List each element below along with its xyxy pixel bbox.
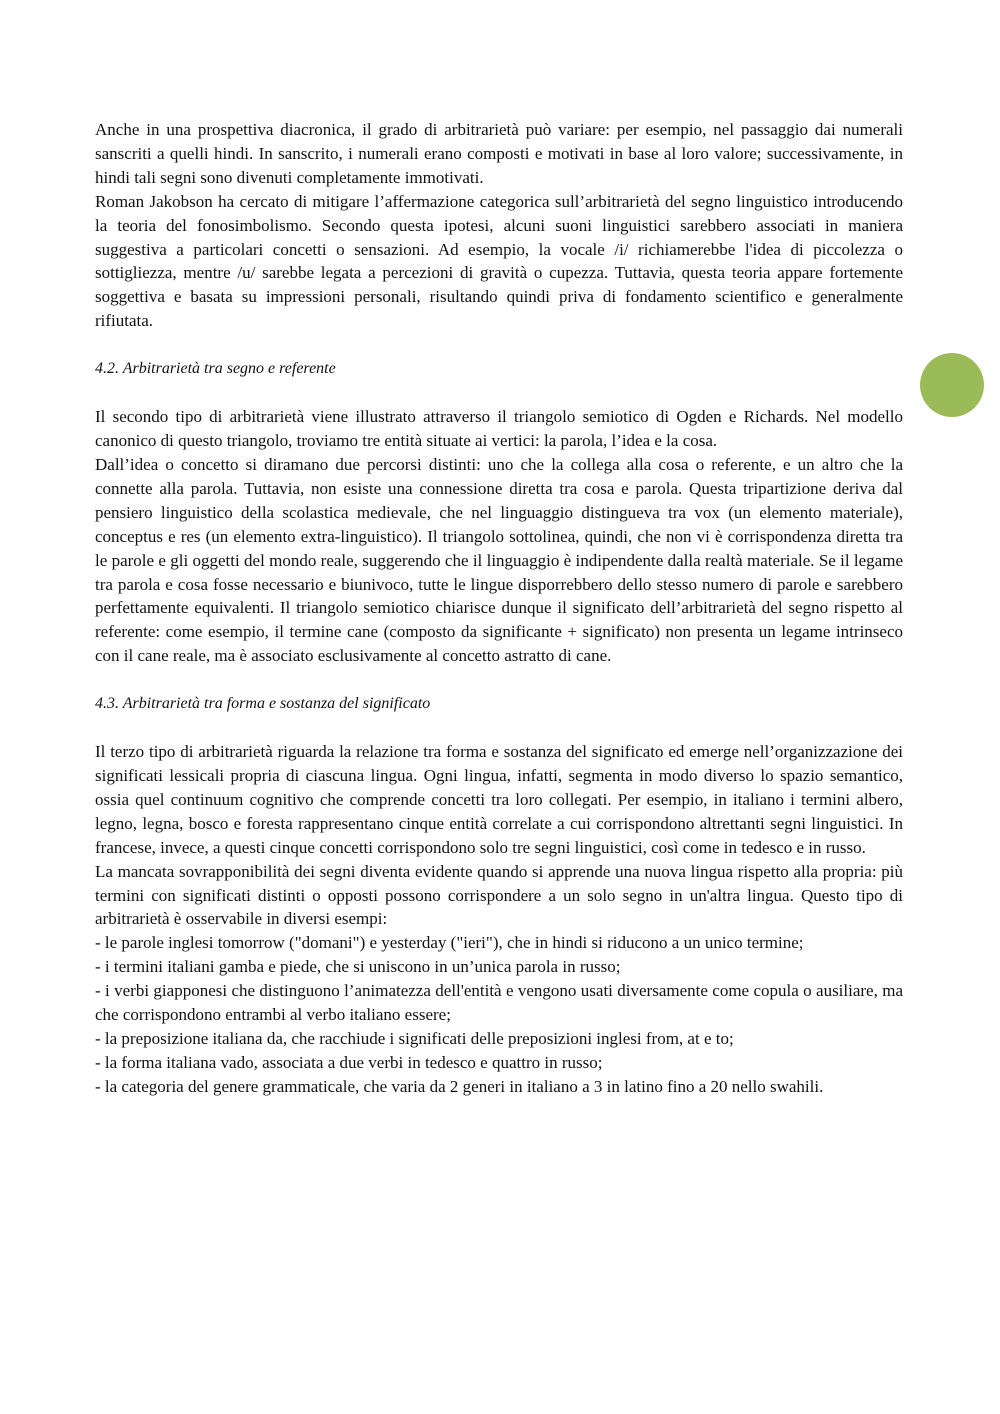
list-item: - i verbi giapponesi che distinguono l’animatezza dell'entità e vengono usati diversamente come copula o ausiliare, ma che corrispondono entrambi al verbo italiano essere; [95,981,903,1025]
intro-paragraph-1: Anche in una prospettiva diacronica, il grado di arbitrarietà può variare: per esempio, nel passaggio dai numerali sanscriti a quelli hindi. In sanscrito, i numerali erano composti e motivati in base al loro valore; successivamente, in hindi tali segni sono divenuti completamente immotivati. [95,120,903,187]
section-heading-4-3: 4.3. Arbitrarietà tra forma e sostanza del significato [95,695,431,713]
list-item: - la forma italiana vado, associata a due verbi in tedesco e quattro in russo; [95,1052,603,1072]
section-4-3-paragraph-2: La mancata sovrapponibilità dei segni diventa evidente quando si apprende una nuova lingua rispetto alla propria: più termini con significati distinti o opposti possono corrispondere a un solo segno in un'altra lingua. Questo tipo di arbitrarietà è osservabile in diversi esempi: [95,861,903,929]
decorative-green-circle [920,353,984,417]
section-4-2-paragraph-2: Dall’idea o concetto si diramano due percorsi distinti: uno che la collega alla cosa o referente, e un altro che la connette alla parola. Tuttavia, non esiste una connessione diretta tra cosa e parola. Questa tripartizione deriva dal pensiero linguistico della scolastica medievale, che nel linguaggio distingueva tra vox (un elemento materiale), conceptus e res (un elemento extra-linguistico). Il triangolo sottolinea, quindi, che non vi è corrispondenza diretta tra le parole e gli oggetti del mondo reale, suggerendo che il linguaggio è indipendente dalla realtà materiale. Se il legame tra parola e cosa fosse necessario e biunivoco, tutte le lingue disporrebbero dello stesso numero di parole e sarebbero perfettamente equivalenti. Il triangolo semiotico chiarisce dunque il significato dell’arbitrarietà del segno rispetto al referente: come esempio, il termine cane (composto da significante + significato) non presenta un legame intrinseco con il cane reale, ma è associato esclusivamente al concetto astratto di cane. [95,454,903,666]
section-heading-4-2: 4.2. Arbitrarietà tra segno e referente [95,360,336,378]
list-item: - le parole inglesi tomorrow ("domani") e yesterday ("ieri"), che in hindi si riducono a un unico termine; [95,933,804,953]
list-item: - i termini italiani gamba e piede, che si uniscono in un’unica parola in russo; [95,957,621,977]
section-4-2-paragraph-1: Il secondo tipo di arbitrarietà viene illustrato attraverso il triangolo semiotico di Ogden e Richards. Nel modello canonico di questo triangolo, troviamo tre entità situate ai vertici: la parola, l’idea e la cosa. [95,407,903,451]
section-4-3-paragraph-1: Il terzo tipo di arbitrarietà riguarda la relazione tra forma e sostanza del significato ed emerge nell’organizzazione dei significati lessicali propria di ciascuna lingua. Ogni lingua, infatti, segmenta in modo diverso lo spazio semantico, ossia quel continuum cognitivo che comprende concetti tra loro collegati. Per esempio, in italiano i termini albero, legno, legna, bosco e foresta rappresentano cinque entità correlate a cui corrispondono altrettanti segni linguistici. In francese, invece, a questi cinque concetti corrispondono solo tre segni linguistici, così come in tedesco e in russo. [95,742,903,857]
document-body [95,118,903,1099]
list-item: - la preposizione italiana da, che racchiude i significati delle preposizioni inglesi from, at e to; [95,1029,734,1048]
list-item: - la categoria del genere grammaticale, che varia da 2 generi in italiano a 3 in latino fino a 20 nello swahili. [95,1076,824,1096]
intro-paragraph-2: Roman Jakobson ha cercato di mitigare l’affermazione categorica sull’arbitrarietà del segno linguistico introducendo la teoria del fonosimbolismo. Secondo questa ipotesi, alcuni suoni linguistici sarebbero associati in maniera suggestiva a particolari concetti o sensazioni. Ad esempio, la vocale /i/ richiamerebbe l'idea di piccolezza o sottigliezza, mentre /u/ sarebbe legata a percezioni di gravità o cupezza. Tuttavia, questa teoria appare fortemente soggettiva e basata su impressioni personali, risultando quindi priva di fondamento scientifico e generalmente rifiutata. [95,191,903,331]
